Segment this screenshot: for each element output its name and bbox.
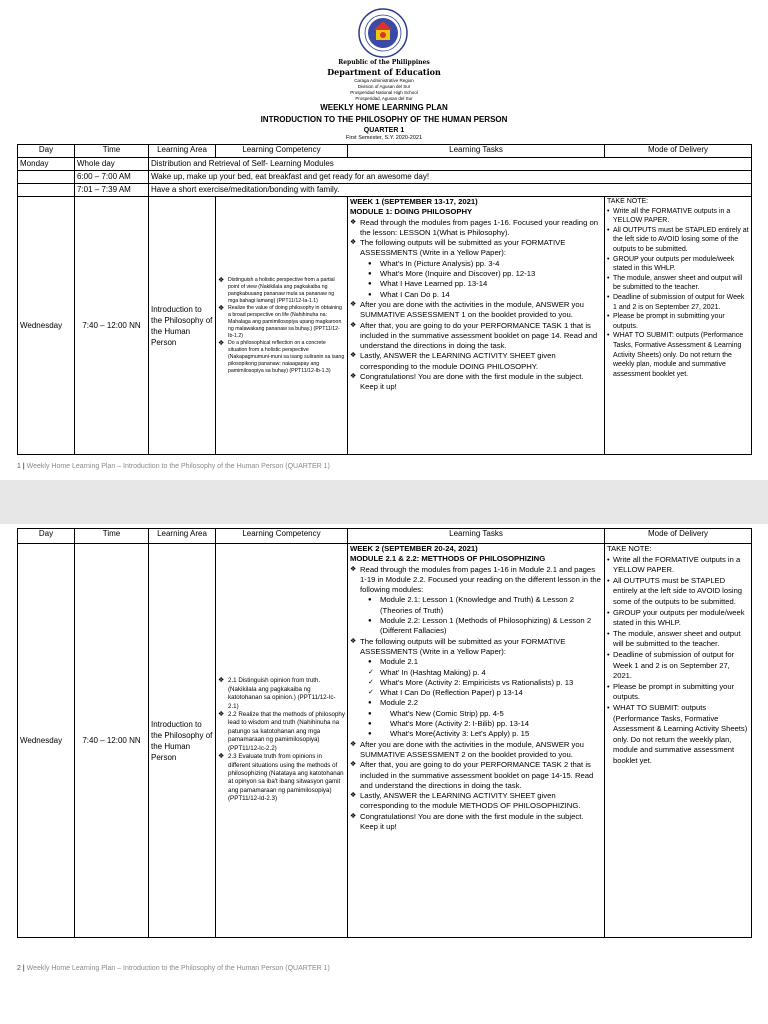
department-line: Department of Education [327,67,441,77]
region-line: Caraga Administrative Region [354,78,414,83]
note-item: • Write all the FORMATIVE outputs in a YELLOW PAPER. [607,555,749,576]
lesson-item: ● Module 2.2: Lesson 1 (Methods of Philosophizing) & Lesson 2 (Different Fallacies) [350,616,602,637]
page-footer: 1 | Weekly Home Learning Plan – Introduction to the Philosophy of the Human Person (QUARTER 1) [17,463,330,470]
page-2 [0,524,768,1024]
table-row [18,171,752,184]
time-cell: 7:40 – 12:00 NN [75,197,149,455]
note-item: • WHAT TO SUBMIT: outputs (Performance Tasks, Formative Assessment & Learning Activity Sheets) only. Do not return the weekly plan, module and summative assessment booklet yet. [607,703,749,767]
day-cell: Wednesday [18,544,75,938]
output-item: ● What's New (Comic Strip) pp. 4-5 [350,709,602,719]
footer-text: Weekly Home Learning Plan – Introduction to the Philosophy of the Human Person (QUARTER 1) [26,965,330,972]
output-item: ● What's In (Picture Analysis) pp. 3-4 [350,259,602,269]
competency-item: ❖ 2.2 Realize that the methods of philosophy lead to wisdom and truth (Nahihinuha na patungo sa katotohanan ang mga pamamaraan ng pamimilosopiya) (PPT11/12-Ic-2.2) [218,711,345,753]
output-item: ● What I Have Learned pp. 13-14 [350,279,602,289]
competency-item: ❖ 2.1 Distinguish opinion from truth. (Nakikilala ang pagkakaiba ng katotohanan sa opinion.) (PPT11/12-Ic-2.1) [218,677,345,711]
task-item: ❖ After you are done with the activities in the module, ANSWER you SUMMATIVE ASSESSMENT 2 on the booklet provided to you. [350,740,602,761]
lesson-item: ● Module 2.1: Lesson 1 (Knowledge and Truth) & Lesson 2 (Theories of Truth) [350,595,602,616]
whlp-table-week1 [17,144,752,455]
col-mode-of-delivery: Mode of Delivery [605,529,752,544]
note-item: • The module, answer sheet and output will be submitted to the teacher. [607,274,749,293]
competency-item: ❖ Do a philosophical reflection on a concrete situation from a holistic perspective (Nakapagmumuni-muni sa isang suliranin sa isang pilosopikong pananaw: naiaagapay ang pamimilosopiya sa buhay) (PPT11/12-Ib-1.3) [218,340,345,375]
deped-seal-logo [358,8,408,58]
task-item: ❖ Read through the modules from pages 1-16. Focused your reading on the lesson: LESSON 1(What is Philosophy). [350,218,602,239]
task-cell: Have a short exercise/meditation/bonding with family. [149,184,752,197]
subject-title: INTRODUCTION TO THE PHILOSOPHY OF THE HUMAN PERSON [260,115,508,124]
col-learning-tasks: Learning Tasks [348,145,605,158]
note-item: • Please be prompt in submitting your outputs. [607,312,749,331]
task-item: ❖ Lastly, ANSWER the LEARNING ACTIVITY SHEET given corresponding to the module DOING PHILOSOPHY. [350,351,602,372]
competency-item: ❖ Distinguish a holistic perspective from a partial point of view (Nakikilala ang pagkakaiba ng pangkabuuang pananaw mula sa pananaw ng mga bahagi lamang) (PPT11/12-Ia-1.1) [218,277,345,305]
table-row [18,544,752,938]
note-item: • WHAT TO SUBMIT: outputs (Performance Tasks, Formative Assessment & Learning Activity Sheets) only. Do not return the weekly plan, module and summative assessment booklet yet. [607,331,749,379]
competency-cell [216,197,348,455]
output-item: ✓ What's More (Activity 2: Empiricists vs Rationalists) p. 13 [350,678,602,688]
republic-line: Republic of the Philippines [338,59,430,66]
quarter-label: QUARTER 1 [363,127,405,134]
page-1 [0,0,768,480]
learning-area-cell: Introduction to the Philosophy of the Human Person [149,197,216,455]
output-item: ● What's More (Inquire and Discover) pp. 12-13 [350,269,602,279]
mode-of-delivery-cell [605,544,752,938]
page-number: 1 [17,463,21,470]
task-item: ❖ Congratulations! You are done with the first module in the subject. Keep it up! [350,812,602,833]
output-item: ● What's More(Activity 3: Let's Apply) p. 15 [350,729,602,739]
module-heading: MODULE 1: DOING PHILOSOPHY [350,207,473,217]
mode-of-delivery-cell [605,197,752,455]
time-cell: Whole day [75,158,149,171]
learning-tasks-cell [348,544,605,938]
day-cell: Wednesday [18,197,75,455]
task-cell: Distribution and Retrieval of Self- Learning Modules [149,158,752,171]
col-learning-competency: Learning Competency [216,529,348,544]
footer-text: Weekly Home Learning Plan – Introduction to the Philosophy of the Human Person (QUARTER 1) [26,463,330,470]
col-learning-competency: Learning Competency [216,145,348,158]
task-item: ❖ The following outputs will be submitted as your FORMATIVE ASSESSMENTS (Write in a Yellow Paper): [350,637,602,658]
plan-title: WEEKLY HOME LEARNING PLAN [320,103,448,112]
take-note-label: TAKE NOTE: [607,544,652,553]
competency-cell [216,544,348,938]
output-item: ● What's More (Activity 2: I-Bilib) pp. 13-14 [350,719,602,729]
learning-tasks-cell [348,197,605,455]
note-item: • Deadline of submission of output for Week 1 and 2 is on September 27, 2021. [607,293,749,312]
table-row [18,197,752,455]
note-item: • All OUTPUTS must be STAPLED entirely at the left side to AVOID losing some of the outputs to be submitted. [607,576,749,608]
note-item: • Deadline of submission of output for Week 1 and 2 is on September 27, 2021. [607,650,749,682]
take-note-label: TAKE NOTE: [607,198,649,205]
module-label: ● Module 2.2 [350,698,602,708]
school-line: Prosperidad National High School [350,90,418,95]
col-learning-area: Learning Area [149,529,216,544]
col-day: Day [18,529,75,544]
competency-item: ❖ 2.3 Evaluate truth from opinions in different situations using the methods of philosophizing (Natataya ang katotohanan at opinyon sa iba't ibang sitwasyon gamit ang pamamaraan ng pamimilosopiya) [218,753,345,795]
col-day: Day [18,145,75,158]
col-learning-area: Learning Area [149,145,216,158]
col-time: Time [75,145,149,158]
note-item: • GROUP your outputs per module/week stated in this WHLP. [607,608,749,629]
whlp-table-week2 [17,528,752,938]
task-item: ❖ After you are done with the activities in the module, ANSWER you SUMMATIVE ASSESSMENT 1 on the booklet provided to you. [350,300,602,321]
note-item: • GROUP your outputs per module/week stated in this WHLP. [607,255,749,274]
day-cell: Monday [18,158,75,171]
week-heading: WEEK 1 (SEPTEMBER 13-17, 2021) [350,197,478,206]
task-item: ❖ Read through the modules from pages 1-16 in Module 2.1 and pages 1-19 in Module 2.2. Focused your reading on the different lesson in the following modules: [350,565,602,596]
competency-code: (PPT11/12-Id-2.3) [228,795,278,803]
learning-area-cell: Introduction to the Philosophy of the Human Person [149,544,216,938]
table-row [18,158,752,171]
note-item: • All OUTPUTS must be STAPLED entirely at the left side to AVOID losing some of the outputs to be submitted. [607,226,749,255]
time-cell: 7:40 – 12:00 NN [75,544,149,938]
division-line: Division of Agusan del Sur [357,84,411,89]
module-label: ● Module 2.1 [350,657,602,667]
output-item: ✓ What' In (Hashtag Making) p. 4 [350,668,602,678]
address-line: Prosperidad, Agusan del Sur [355,96,413,101]
col-learning-tasks: Learning Tasks [348,529,605,544]
task-item: ❖ After that, you are going to do your PERFORMANCE TASK 2 that is included in the summative assessment booklet on page 14-15. Read and understand the directions in doing the task. [350,760,602,791]
note-item: • The module, answer sheet and output will be submitted to the teacher. [607,629,749,650]
time-cell: 6:00 – 7:00 AM [75,171,149,184]
week-heading: WEEK 2 (SEPTEMBER 20-24, 2021) [350,544,478,553]
task-item: ❖ The following outputs will be submitted as your FORMATIVE ASSESSMENTS (Write in a Yellow Paper): [350,238,602,259]
task-item: ❖ Lastly, ANSWER the LEARNING ACTIVITY SHEET given corresponding to the module METHODS OF PHILOSOPHIZING. [350,791,602,812]
task-cell: Wake up, make up your bed, eat breakfast and get ready for an awesome day! [149,171,752,184]
task-item: ❖ Congratulations! You are done with the first module in the subject. Keep it up! [350,372,602,393]
col-time: Time [75,529,149,544]
module-heading: MODULE 2.1 & 2.2: METTHODS OF PHILOSOPHIZING [350,554,546,564]
table-row [18,184,752,197]
output-item: ✓ What I Can Do (Reflection Paper) p 13-14 [350,688,602,698]
note-item: • Write all the FORMATIVE outputs in a YELLOW PAPER. [607,207,749,226]
task-item: ❖ After that, you are going to do your PERFORMANCE TASK 1 that is included in the summative assessment booklet on page 14. Read and understand the directions in doing the task. [350,321,602,352]
page-gap [0,480,768,524]
output-item: ● What I Can Do p. 14 [350,290,602,300]
col-mode-of-delivery: Mode of Delivery [605,145,752,158]
semester-label: First Semester, S.Y. 2020-2021 [345,135,423,141]
note-item: • Please be prompt in submitting your outputs. [607,682,749,703]
page-number: 2 [17,965,21,972]
time-cell: 7:01 – 7:39 AM [75,184,149,197]
competency-item: ❖ Realize the value of doing philosophy in obtaining a broad perspective on life (Nahihinuha na: Mahalaga ang pamimilosopiya upang magkaroon ng malawakang pananaw sa buhay.) (PPT11/12-Ib-1.2) [218,305,345,340]
page-footer: 2 | Weekly Home Learning Plan – Introduction to the Philosophy of the Human Person (QUARTER 1) [17,965,330,972]
